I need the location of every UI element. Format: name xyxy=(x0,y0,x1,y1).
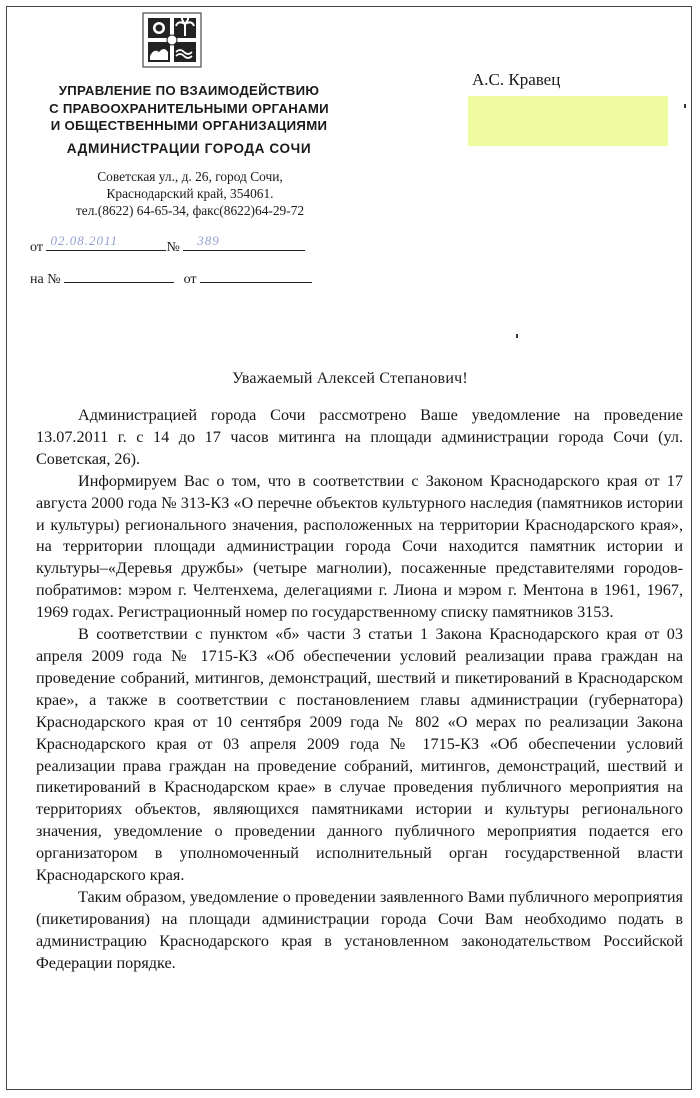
sochi-emblem-logo xyxy=(142,12,202,68)
greeting: Уважаемый Алексей Степанович! xyxy=(232,370,468,387)
paragraph-1: Администрацией города Сочи рассмотрено Ваше уведомление на проведение 13.07.2011 г. с 14 до 17 часов митинга на площади администрации города Сочи (ул. Советская, 26). xyxy=(36,406,683,468)
organization-name xyxy=(24,82,354,156)
letter-body xyxy=(36,405,683,975)
address-line-2: Краснодарский край, 354061. xyxy=(106,186,274,201)
ref-on-number-field xyxy=(64,268,174,283)
scan-speck xyxy=(516,334,518,338)
org-line-3: И ОБЩЕСТВЕННЫМИ ОРГАНИЗАЦИЯМИ xyxy=(50,118,328,133)
ref-date-field xyxy=(46,233,166,251)
ref-on-date-field xyxy=(200,268,312,283)
ref-number-label: № xyxy=(166,240,180,255)
incoming-ref-line xyxy=(30,268,312,288)
paragraph-2: Информируем Вас о том, что в соответствии с Законом Краснодарского края от 17 августа 2000 года № 313-КЗ «О перечне объектов культурного наследия (памятников истории и культуры) регионального значения, расположенных на территории Краснодарского края», на территории площади администрации города Сочи находится памятник истории и культуры–«Деревья дружбы» (четыре магнолии), посаженные представителями городов-побратимов: мэром г. Челтенхема, делегациями г. Лиона и мэром г. Ментона в 1961, 1967, 1969 годах. Регистрационный номер по государственному списку памятников 3153. xyxy=(36,471,683,622)
outgoing-ref-line xyxy=(30,233,305,256)
ref-on-label: на № xyxy=(30,272,61,287)
address-line-3: тел.(8622) 64-65-34, факс(8622)64-29-72 xyxy=(75,203,305,218)
organization-address xyxy=(40,168,340,219)
ref-number-field xyxy=(183,233,305,251)
address-line-1: Советская ул., д. 26, город Сочи, xyxy=(97,169,283,184)
ref-date-handwritten: 02.08.2011 xyxy=(50,233,118,248)
paragraph-4: Таким образом, уведомление о проведении заявленного Вами публичного мероприятия (пикетирования) на площади администрации города Сочи Вам необходимо подать в администрацию Краснодарского края в установленном законодательством Российской Федерации порядке. xyxy=(36,887,683,972)
ref-number-handwritten: 389 xyxy=(197,233,220,248)
org-line-1: УПРАВЛЕНИЕ ПО ВЗАИМОДЕЙСТВИЮ xyxy=(58,83,320,98)
ref-from-label: от xyxy=(30,240,43,255)
ref-on-from-label: от xyxy=(183,272,197,287)
redacted-address-highlight xyxy=(468,96,668,146)
org-administration: АДМИНИСТРАЦИИ ГОРОДА СОЧИ xyxy=(66,140,312,156)
scan-speck xyxy=(684,104,686,108)
paragraph-3: В соответствии с пунктом «б» части 3 статьи 1 Закона Краснодарского края от 03 апреля 2009 года № 1715-КЗ «Об обеспечении условий реализации права граждан на проведение собраний, митингов, демонстраций, шествий и пикетирований в Краснодарском крае», а также в соответствии с постановлением главы администрации (губернатора) Краснодарского края от 10 сентября 2009 года № 802 «О мерах по реализации Закона Краснодарского края от 03 апреля 2009 года № 1715-КЗ «Об обеспечении условий реализации права граждан на проведение собраний, митингов, демонстраций, шествий и пикетирований в Краснодарском крае» в случае проведения публичного мероприятия на территориях объектов, являющихся памятниками истории и культуры регионального значения, уведомление о проведении данного публичного мероприятия подается его организатором в уполномоченный исполнительный орган государственной власти Краснодарского края. xyxy=(36,625,683,885)
org-line-2: С ПРАВООХРАНИТЕЛЬНЫМИ ОРГАНАМИ xyxy=(49,100,329,116)
recipient-name: А.С. Кравец xyxy=(472,70,561,89)
